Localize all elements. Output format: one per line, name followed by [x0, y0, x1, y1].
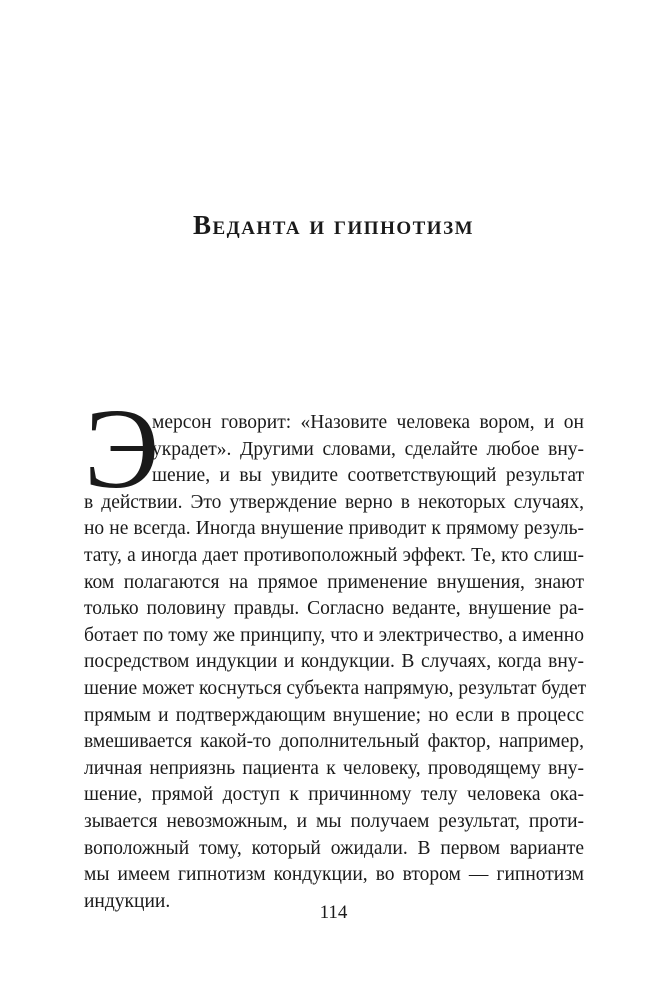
body-paragraph — [84, 410, 587, 915]
text-line: ботает по тому же принципу, что и электричество, а именно — [84, 624, 584, 646]
text-line: мерсон говорит: «Назовите человека вором, и он — [152, 412, 584, 433]
text-line: личная неприязнь пациента к человеку, проводящему вну- — [84, 757, 584, 779]
text-line: вмешивается какой-то дополнительный фактор, например, — [84, 731, 584, 753]
chapter-title: Веданта и гипнотизм — [192, 210, 475, 240]
page-number: 114 — [319, 902, 348, 923]
text-line: шение, и вы увидите соответствующий результат — [152, 465, 584, 487]
text-line: в действии. Это утверждение верно в некоторых случаях, — [84, 491, 584, 513]
text-line: но не всегда. Иногда внушение приводит к прямому резуль- — [84, 518, 584, 540]
text-line: мы имеем гипнотизм кондукции, во втором — гипнотизм — [84, 864, 584, 886]
text-line: прямым и подтверждающим внушение; но если в процесс — [84, 704, 584, 726]
text-line: ком полагаются на прямое применение внушения, знают — [84, 571, 584, 593]
text-line: шение может коснуться субъекта напрямую, результат будет — [84, 677, 587, 699]
drop-cap: Э — [84, 385, 160, 512]
text-line: индукции. — [84, 890, 171, 912]
text-line: шение, прямой доступ к причинному телу человека ока- — [84, 784, 584, 806]
text-line: украдет». Другими словами, сделайте любое вну- — [152, 438, 584, 460]
text-line: посредством индукции и кондукции. В случаях, когда вну- — [84, 651, 584, 673]
text-line: воположный тому, который ожидали. В первом варианте — [84, 837, 584, 859]
text-line: тату, а иногда дает противоположный эффект. Те, кто слиш- — [84, 544, 584, 566]
text-line: только половину правды. Согласно веданте, внушение ра- — [84, 598, 584, 620]
text-line: зывается невозможным, и мы получаем результат, проти- — [84, 810, 584, 832]
